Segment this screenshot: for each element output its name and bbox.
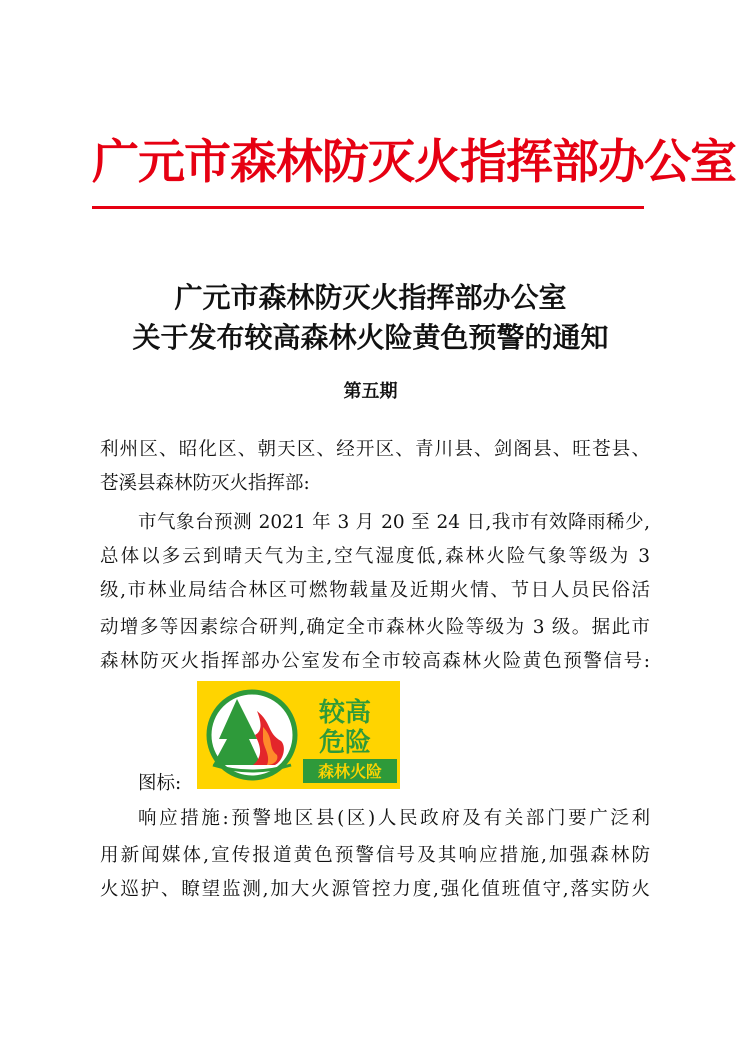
warning-text-bottom: 危险 — [318, 728, 372, 758]
warning-text-top: 较高 — [318, 698, 372, 728]
body-p2-line1: 响应措施:预警地区县(区)人民政府及有关部门要广泛利 — [138, 808, 650, 829]
red-divider — [92, 206, 644, 209]
warning-banner-text: 森林火险 — [317, 762, 383, 781]
red-letterhead: 广元市森林防灭火指挥部办公室 — [92, 135, 736, 190]
issue-number: 第五期 — [343, 381, 398, 402]
body-p1-line1: 市气象台预测 2021 年 3 月 20 至 24 日,我市有效降雨稀少, — [138, 512, 650, 533]
forest-fire-warning-yellow-icon — [197, 681, 400, 789]
icon-label: 图标: — [138, 773, 182, 794]
body-p1-line2: 总体以多云到晴天气为主,空气湿度低,森林火险气象等级为 3 — [100, 546, 650, 567]
body-p1-line5: 森林防灭火指挥部办公室发布全市较高森林火险黄色预警信号: — [100, 651, 650, 672]
recipients-line1: 利州区、昭化区、朝天区、经开区、青川县、剑阁县、旺苍县、 — [100, 439, 650, 460]
body-p1-line4: 动增多等因素综合研判,确定全市森林火险等级为 3 级。据此市 — [100, 617, 650, 638]
document-title-line2: 关于发布较高森林火险黄色预警的通知 — [132, 321, 609, 354]
body-p1-line3: 级,市林业局结合林区可燃物载量及近期火情、节日人员民俗活 — [100, 580, 650, 601]
document-title-line1: 广元市森林防灭火指挥部办公室 — [174, 281, 567, 314]
recipients-line2: 苍溪县森林防灭火指挥部: — [100, 473, 310, 494]
body-p2-line2: 用新闻媒体,宣传报道黄色预警信号及其响应措施,加强森林防 — [100, 845, 650, 866]
body-p2-line3: 火巡护、瞭望监测,加大火源管控力度,强化值班值守,落实防火 — [100, 879, 650, 900]
